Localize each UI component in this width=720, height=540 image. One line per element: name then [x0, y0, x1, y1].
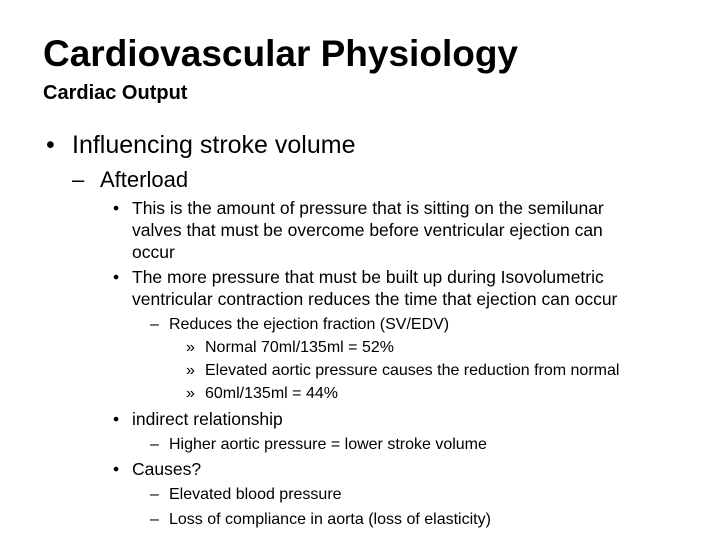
bullet-chevron: » — [186, 339, 195, 356]
cause-loss-of-compliance: Loss of compliance in aorta (loss of elasticity) — [169, 511, 491, 528]
bullet-dash: – — [150, 511, 159, 528]
normal-ejection-fraction: Normal 70ml/135ml = 52% — [205, 339, 394, 356]
slide-subtitle: Cardiac Output — [43, 82, 188, 104]
afterload-definition-line-1: This is the amount of pressure that is sitting on the semilunar — [132, 198, 604, 218]
bullet-dot: • — [46, 131, 55, 159]
afterload-definition-line-3: occur — [132, 242, 175, 262]
more-pressure-line-2: ventricular contraction reduces the time that ejection can occur — [132, 289, 618, 309]
bullet-dot: • — [113, 198, 120, 218]
bullet-chevron: » — [186, 362, 195, 379]
bullet-afterload: Afterload — [100, 167, 189, 192]
bullet-dash: – — [72, 167, 85, 192]
slide-title: Cardiovascular Physiology — [43, 33, 519, 74]
reduced-ejection-fraction: 60ml/135ml = 44% — [205, 385, 338, 402]
indirect-relationship: indirect relationship — [132, 409, 283, 429]
bullet-chevron: » — [186, 385, 195, 402]
elevated-aortic-pressure: Elevated aortic pressure causes the reduction from normal — [205, 362, 620, 379]
reduces-ejection-fraction: Reduces the ejection fraction (SV/EDV) — [169, 316, 450, 333]
cause-elevated-blood-pressure: Elevated blood pressure — [169, 486, 342, 503]
more-pressure-line-1: The more pressure that must be built up during Isovolumetric — [132, 267, 604, 287]
bullet-dot: • — [113, 267, 120, 287]
bullet-dot: • — [113, 409, 120, 429]
bullet-dash: – — [150, 486, 159, 503]
higher-aortic-pressure: Higher aortic pressure = lower stroke volume — [169, 436, 487, 453]
afterload-definition-line-2: valves that must be overcome before ventricular ejection can — [132, 220, 603, 240]
bullet-dash: – — [150, 436, 159, 453]
causes-heading: Causes? — [132, 459, 202, 479]
bullet-dash: – — [150, 316, 159, 333]
bullet-dot: • — [113, 459, 120, 479]
bullet-influencing-stroke-volume: Influencing stroke volume — [72, 131, 356, 159]
